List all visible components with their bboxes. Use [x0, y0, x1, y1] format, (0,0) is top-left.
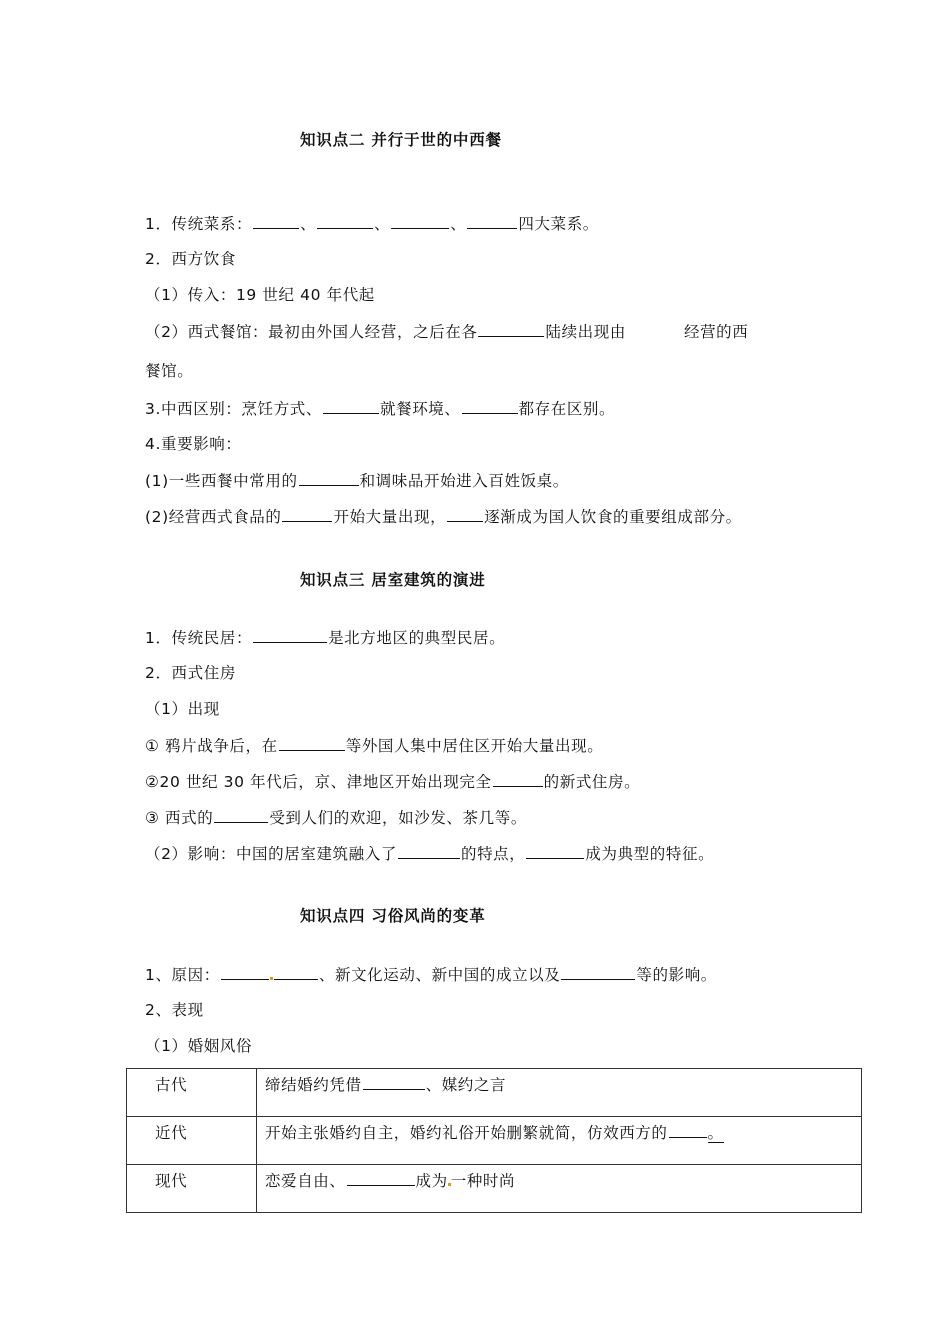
description-cell — [257, 1069, 862, 1117]
table-row — [127, 1069, 862, 1117]
section-heading-2: 知识点二 并行于世的中西餐 — [300, 131, 502, 149]
blank[interactable] — [478, 320, 544, 337]
blank[interactable] — [221, 963, 269, 980]
text: 的新式住房。 — [543, 773, 641, 791]
era-cell: 古代 — [127, 1069, 257, 1117]
text: ① 鸦片战争后，在 — [145, 737, 278, 755]
text: 经营的西 — [683, 323, 749, 341]
era-cell: 近代 — [127, 1117, 257, 1165]
text: 逐渐成为国人饮食的重要组成部分。 — [484, 508, 742, 526]
text: 。 — [707, 1124, 724, 1142]
s3-line-7 — [145, 842, 714, 865]
blank[interactable] — [462, 397, 518, 414]
blank[interactable] — [467, 212, 517, 229]
text: 、新文化运动、新中国的成立以及 — [318, 966, 561, 984]
text: 都存在区别。 — [518, 400, 616, 418]
text: 、媒约之言 — [425, 1076, 507, 1094]
s2-line-2: 2．西方饮食 — [145, 250, 236, 268]
s2-line-7: 4.重要影响： — [145, 435, 242, 453]
s2-line-6 — [145, 397, 615, 420]
s3-line-5 — [145, 770, 640, 793]
text: 1、原因： — [145, 966, 220, 984]
blank[interactable] — [447, 505, 483, 522]
s2-line-9 — [145, 505, 742, 528]
text: （2）西式餐馆：最初由外国人经营，之后在各 — [145, 323, 478, 341]
text: (1)一些西餐中常用的 — [145, 472, 298, 490]
text: 恋爱自由、 — [265, 1172, 346, 1190]
s3-line-4 — [145, 734, 603, 757]
description-cell — [257, 1117, 862, 1165]
blank[interactable] — [282, 505, 332, 522]
text: 缔结婚约凭借 — [265, 1076, 362, 1094]
s3-line-2: 2．西式住房 — [145, 664, 236, 682]
table-row — [127, 1117, 862, 1165]
text: 就餐环境、 — [380, 400, 461, 418]
blank[interactable] — [279, 734, 345, 751]
blank[interactable] — [253, 212, 299, 229]
blank[interactable] — [214, 806, 268, 823]
s3-line-3: （1）出现 — [145, 700, 220, 718]
text: ②20 世纪 30 年代后，京、津地区开始出现完全 — [145, 773, 492, 791]
blank[interactable] — [274, 963, 318, 980]
blank[interactable] — [391, 212, 449, 229]
text: 等外国人集中居住区开始大量出现。 — [345, 737, 604, 755]
text: 3.中西区别：烹饪方式、 — [145, 400, 322, 418]
s3-line-1 — [145, 626, 505, 649]
text: 一种时尚 — [450, 1172, 516, 1190]
table-row — [127, 1165, 862, 1213]
text: 、 — [300, 215, 317, 233]
s4-line-2: 2、表现 — [145, 1001, 204, 1019]
s2-line-8 — [145, 469, 569, 492]
blank[interactable] — [363, 1073, 425, 1090]
blank[interactable] — [561, 963, 635, 980]
section-heading-3: 知识点三 居室建筑的演进 — [300, 571, 486, 589]
s2-line-5: 餐馆。 — [145, 362, 194, 380]
s3-line-6 — [145, 806, 527, 829]
text: 1．传统民居： — [145, 629, 253, 647]
text: 1．传统菜系： — [145, 215, 253, 233]
s4-line-3: （1）婚姻风俗 — [145, 1037, 253, 1055]
text: 等的影响。 — [636, 966, 717, 984]
text: 开始大量出现， — [333, 508, 447, 526]
section-heading-4: 知识点四 习俗风尚的变革 — [300, 907, 486, 925]
text: 、 — [374, 215, 391, 233]
blank[interactable] — [526, 842, 584, 859]
text: 陆续出现由 — [545, 323, 626, 341]
s2-line-1 — [145, 212, 599, 235]
text: 开始主张婚约自主，婚约礼俗开始删繁就简，仿效西方的 — [265, 1124, 668, 1142]
blank[interactable] — [323, 397, 379, 414]
s4-line-1 — [145, 963, 717, 986]
text: (2)经营西式食品的 — [145, 508, 282, 526]
blank[interactable] — [317, 212, 373, 229]
blank[interactable] — [347, 1169, 415, 1186]
mark-dot — [270, 977, 273, 980]
description-cell — [257, 1165, 862, 1213]
text: 、 — [450, 215, 467, 233]
era-cell: 现代 — [127, 1165, 257, 1213]
marriage-customs-table — [126, 1068, 862, 1213]
blank[interactable] — [398, 842, 460, 859]
blank[interactable] — [299, 469, 359, 486]
blank[interactable] — [493, 770, 543, 787]
text: 成为典型的特征。 — [585, 845, 715, 863]
text: 受到人们的欢迎，如沙发、茶几等。 — [269, 809, 527, 827]
s2-line-4 — [145, 320, 748, 343]
text: 是北方地区的典型民居。 — [328, 629, 506, 647]
text: ③ 西式的 — [145, 809, 214, 827]
text: （2）影响：中国的居室建筑融入了 — [145, 845, 397, 863]
text: 的特点， — [460, 845, 526, 863]
blank[interactable] — [669, 1121, 707, 1138]
s2-line-3: （1）传入：19 世纪 40 年代起 — [145, 286, 375, 304]
text: 成为 — [415, 1172, 448, 1190]
text: 和调味品开始进入百姓饭桌。 — [359, 472, 569, 490]
blank[interactable] — [253, 626, 327, 643]
text: 四大菜系。 — [518, 215, 599, 233]
